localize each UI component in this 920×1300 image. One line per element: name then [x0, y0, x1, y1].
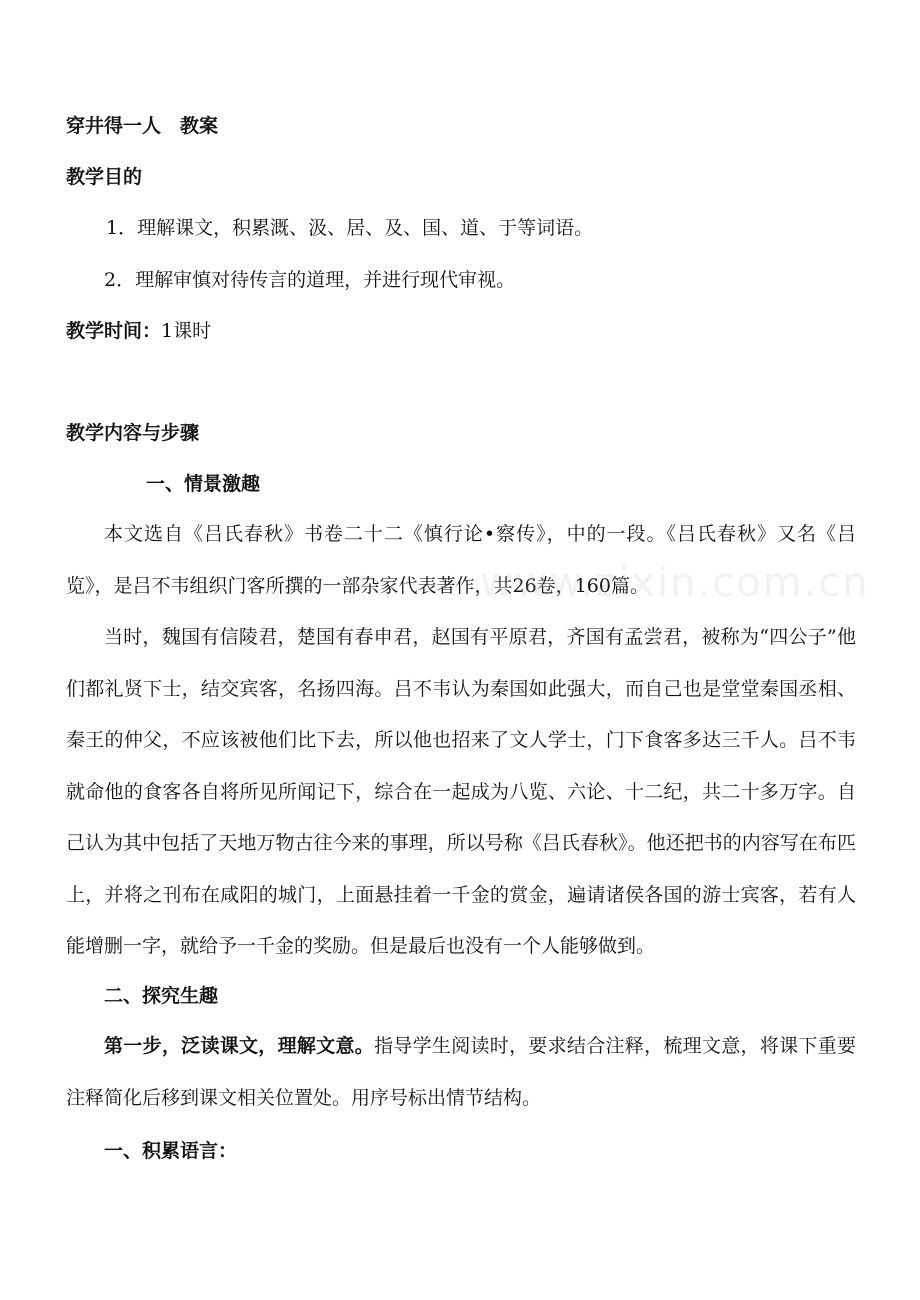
teaching-time-label: 教学时间：	[66, 320, 162, 342]
document-title: 穿井得一人 教案	[66, 115, 219, 137]
subsection-heading: 一、积累语言：	[104, 1140, 238, 1162]
objective-item-1: 1．理解课文，积累溉、汲、居、及、国、道、于等词语。	[106, 217, 594, 239]
step-1-text: 指导学生阅读时，要求结合注释，梳理文意，将课下重要注释简化后移到课文相关位置处。用序号标出情节结构。	[66, 1035, 856, 1109]
paragraph-background: 当时，魏国有信陵君，楚国有春申君，赵国有平原君，齐国有孟尝君，被称为“四公子”他们都礼贤下士，结交宾客，名扬四海。吕不韦认为秦国如此强大，而自己也是堂堂秦国丞相、秦王的仲父，不应该被他们比下去，所以他也招来了文人学士，门下食客多达三千人。吕不韦就命他的食客各自将所见所闻记下，综合在一起成为八览、六论、十二纪，共二十多万字。自己认为其中包括了天地万物古往今来的事理，所以号称《吕氏春秋》。他还把书的内容写在布匹上，并将之刊布在咸阳的城门，上面悬挂着一千金的赏金，遍请诸侯各国的游士宾客，若有人能增删一字，就给予一千金的奖励。但是最后也没有一个人能够做到。	[66, 626, 856, 957]
teaching-time	[66, 318, 856, 344]
objective-item-2: 2．理解审慎对待传言的道理，并进行现代审视。	[104, 269, 516, 291]
objectives-heading: 教学目的	[66, 166, 143, 188]
watermark-text: www.zixin.com.cn	[480, 560, 870, 606]
section-heading-2: 二、探究生趣	[104, 985, 219, 1007]
step-1-label: 第一步，泛读课文，理解文意。	[104, 1035, 375, 1057]
teaching-time-value: 1课时	[161, 320, 212, 342]
paragraph-step-1	[66, 1021, 856, 1124]
paragraph-intro: 本文选自《吕氏春秋》书卷二十二《慎行论•察传》，中的一段。《吕氏春秋》又名《吕览》，是吕不韦组织门客所撰的一部杂家代表著作，共26卷，160篇。	[66, 523, 856, 597]
section-heading-1: 一、情景激趣	[146, 473, 261, 495]
content-heading: 教学内容与步骤	[66, 422, 200, 444]
